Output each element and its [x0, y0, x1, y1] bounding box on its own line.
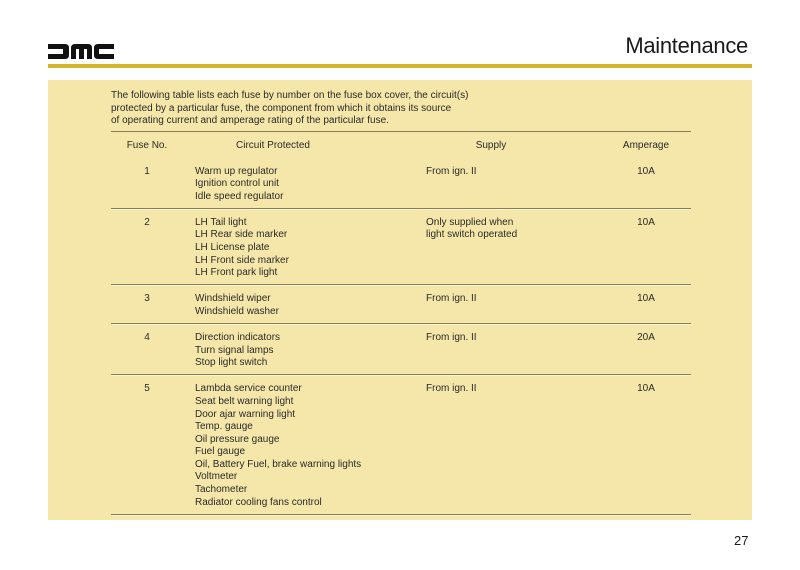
circuit-cell — [195, 383, 415, 509]
circuit-line: Ignition control unit — [195, 178, 279, 190]
fuse-table — [111, 131, 691, 515]
circuit-line: LH License plate — [195, 242, 270, 254]
circuit-line: Windshield wiper — [195, 293, 271, 305]
circuit-line: Direction indicators — [195, 332, 281, 344]
page-number: 27 — [734, 533, 749, 548]
table-header — [111, 132, 691, 166]
circuit-line: LH Front park light — [195, 267, 278, 279]
fuse-number: 2 — [144, 216, 150, 228]
circuit-line: LH Rear side marker — [195, 229, 288, 241]
circuit-line: Fuel gauge — [195, 446, 246, 458]
supply-cell — [426, 166, 596, 179]
circuit-line: Oil, Battery Fuel, brake warning lights — [195, 458, 362, 470]
fuse-number: 1 — [144, 165, 150, 177]
supply-line: light switch operated — [426, 229, 518, 241]
circuit-line: LH Tail light — [195, 216, 247, 228]
supply-line: From ign. II — [426, 165, 477, 177]
col-header-circuit: Circuit Protected — [236, 140, 310, 151]
circuit-line: LH Front side marker — [195, 254, 289, 266]
supply-line: From ign. II — [426, 293, 477, 305]
header-divider — [48, 64, 752, 68]
table-row — [111, 285, 691, 324]
table-row — [111, 166, 691, 209]
supply-cell — [426, 217, 596, 242]
fuse-number: 4 — [144, 332, 150, 344]
circuit-line: Idle speed regulator — [195, 190, 284, 202]
supply-cell — [426, 332, 596, 345]
intro-line: The following table lists each fuse by number on the fuse box cover, the circuit(s) — [111, 90, 469, 101]
circuit-line: Lambda service counter — [195, 383, 302, 395]
table-row — [111, 375, 691, 514]
circuit-line: Turn signal lamps — [195, 344, 274, 356]
circuit-line: Oil pressure gauge — [195, 433, 280, 445]
supply-line: Only supplied when — [426, 216, 514, 228]
intro-line: of operating current and amperage rating of the particular fuse. — [111, 115, 389, 127]
fuse-number: 3 — [144, 293, 150, 305]
amperage: 10A — [637, 293, 655, 305]
amperage: 10A — [637, 383, 655, 395]
circuit-line: Seat belt warning light — [195, 395, 294, 407]
circuit-cell — [195, 332, 415, 370]
col-header-supply: Supply — [475, 140, 507, 151]
circuit-cell — [195, 166, 415, 204]
amperage: 20A — [637, 332, 655, 344]
circuit-cell — [195, 217, 415, 280]
circuit-cell — [195, 293, 415, 318]
circuit-line: Temp. gauge — [195, 421, 253, 433]
circuit-line: Radiator cooling fans control — [195, 496, 322, 508]
supply-cell — [426, 293, 596, 306]
amperage: 10A — [637, 165, 655, 177]
amperage: 10A — [637, 216, 655, 228]
circuit-line: Warm up regulator — [195, 165, 278, 177]
intro-line: protected by a particular fuse, the component from which it obtains its source — [111, 102, 452, 114]
supply-line: From ign. II — [426, 332, 477, 344]
col-header-fuse: Fuse No. — [126, 140, 168, 151]
dmc-logo — [48, 44, 114, 59]
table-row — [111, 209, 691, 285]
circuit-line: Stop light switch — [195, 357, 268, 369]
supply-cell — [426, 383, 596, 396]
table-row — [111, 324, 691, 375]
circuit-line: Windshield washer — [195, 305, 279, 317]
circuit-line: Tachometer — [195, 484, 248, 496]
circuit-line: Door ajar warning light — [195, 408, 296, 420]
intro-paragraph — [111, 90, 531, 128]
fuse-number: 5 — [144, 383, 150, 395]
col-header-amperage: Amperage — [622, 140, 670, 151]
section-title: Maintenance — [625, 33, 748, 58]
supply-line: From ign. II — [426, 383, 477, 395]
circuit-line: Voltmeter — [195, 471, 238, 483]
